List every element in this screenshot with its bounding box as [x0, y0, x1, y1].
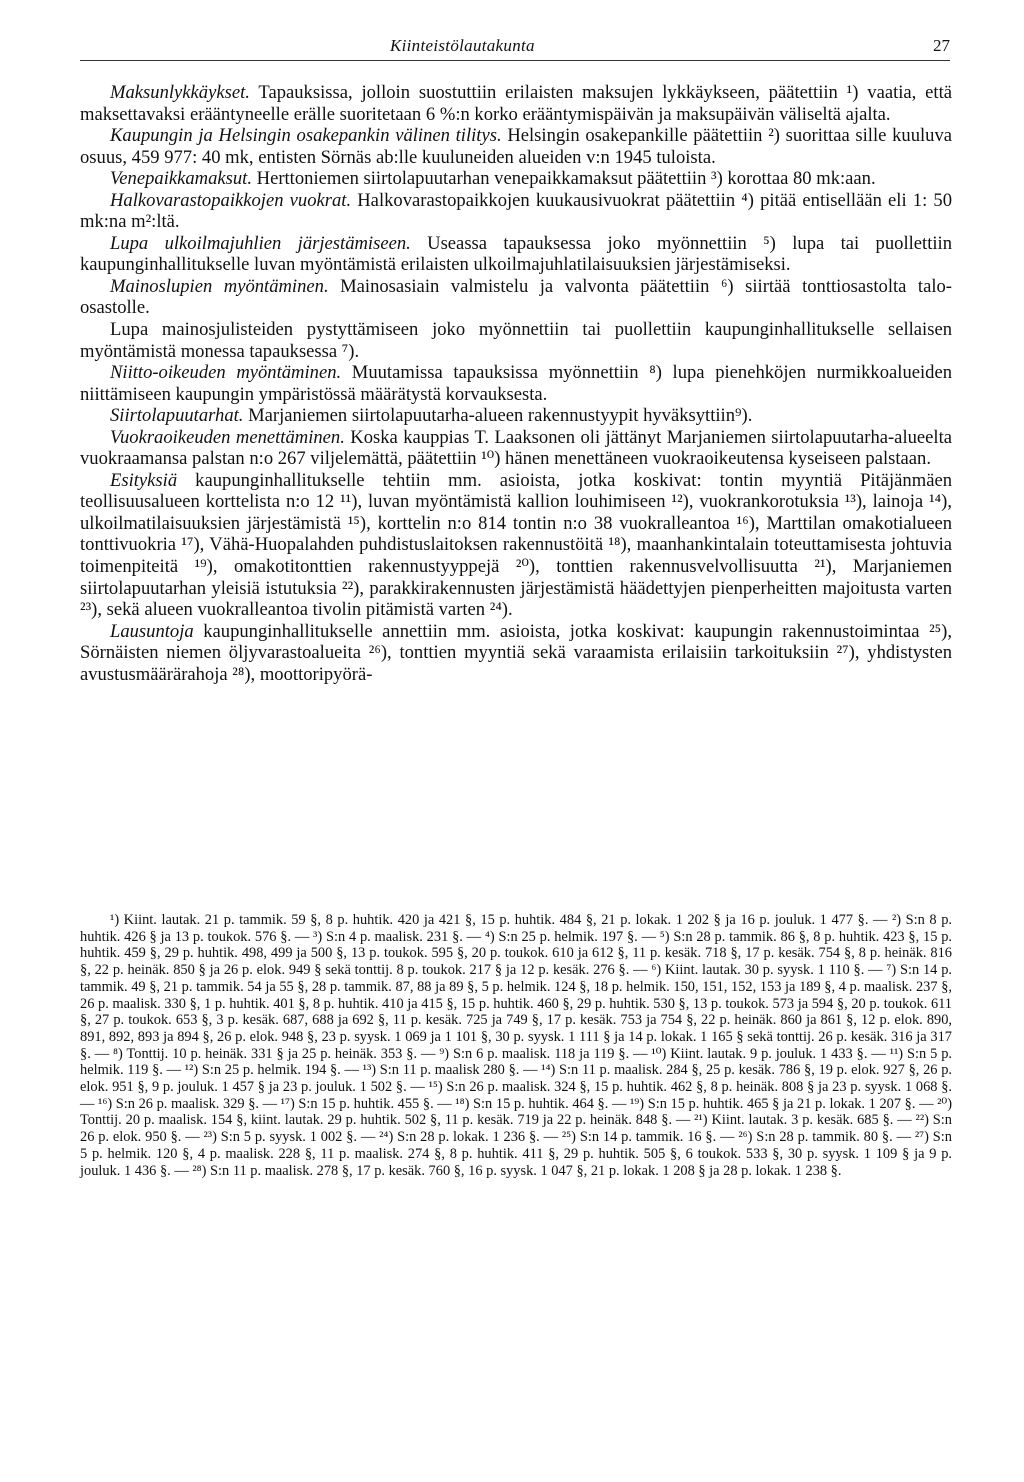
paragraph-heading: Kaupungin ja Helsingin osakepankin välinen tilitys. [110, 125, 502, 147]
paragraph [80, 233, 952, 276]
paragraph [80, 362, 952, 405]
paragraph-heading: Lupa ulkoilmajuhlien järjestämiseen. [110, 232, 411, 254]
paragraph-heading: Venepaikkamaksut. [110, 168, 252, 190]
paragraph-heading: Niitto-oikeuden myöntäminen. [110, 362, 342, 384]
paragraph [80, 168, 952, 190]
paragraph-heading: Esityksiä [110, 469, 178, 491]
paragraph-heading: Halkovarastopaikkojen vuokrat. [110, 189, 352, 211]
paragraph [80, 276, 952, 319]
paragraph-text: Useassa tapauksessa joko myönnettiin ⁵) lupa tai puollettiin kaupunginhallitukselle luvan myöntämistä erilaisten ulkoilmajuhlatilaisuuksien järjestämiseksi. [80, 232, 952, 276]
paragraph-heading: Siirtolapuutarhat. [110, 405, 244, 427]
paragraph-heading: Mainoslupien myöntäminen. [110, 275, 329, 297]
footnote-text: ¹) Kiint. lautak. 21 p. tammik. 59 §, 8 p. huhtik. 420 ja 421 §, 15 p. huhtik. 484 §, 21 p. lokak. 1 202 § ja 16 p. jouluk. 1 477 §. — ²) S:n 8 p. huhtik. 426 § ja 13 p. toukok. 576 §. — ³) S:n 4 p. maalisk. 231 §. — ⁴) S:n 25 p. helmik. 197 §. — ⁵) S:n 28 p. tammik. 86 §, 8 p. huhtik. 423 §, 15 p. huhtik. 459 §, 29 p. huhtik. 498, 499 ja 500 §, 13 p. toukok. 595 §, 20 p. toukok. 610 ja 612 §, 11 p. kesäk. 718 §, 17 p. kesäk. 754 §, 8 p. heinäk. 816 §, 22 p. heinäk. 850 § ja 26 p. elok. 949 § sekä tonttij. 8 p. toukok. 217 § ja 12 p. kesäk. 276 §. — ⁶) Kiint. lautak. 30 p. syysk. 1 110 §. — ⁷) S:n 14 p. tammik. 49 §, 21 p. tammik. 54 ja 55 §, 28 p. tammik. 87, 88 ja 89 §, 5 p. helmik. 124 §, 18 p. helmik. 150, 151, 152, 153 ja 189 §, 4 p. maalisk. 237 §, 26 p. maalisk. 330 §, 1 p. huhtik. 401 §, 8 p. huhtik. 410 ja 415 §, 15 p. huhtik. 460 §, 29 p. huhtik. 530 §, 13 p. toukok. 573 ja 594 §, 20 p. toukok. 611 §, 27 p. toukok. 653 §, 3 p. kesäk. 687, 688 ja 692 §, 11 p. kesäk. 725 ja 749 §, 17 p. kesäk. 753 ja 754 §, 22 p. heinäk. 860 ja 861 §, 12 p. elok. 890, 891, 892, 893 ja 894 §, 26 p. elok. 948 §, 23 p. syysk. 1 069 ja 1 101 §, 30 p. syysk. 1 111 § ja 14 p. lokak. 1 165 § sekä tonttij. 26 p. kesäk. 316 ja 317 §. — ⁸) Tonttij. 10 p. heinäk. 331 § ja 25 p. heinäk. 353 §. — ⁹) S:n 6 p. maalisk. 118 ja 119 §. — ¹⁰) Kiint. lautak. 9 p. jouluk. 1 433 §. — ¹¹) S:n 5 p. helmik. 119 §. — ¹²) S:n 25 p. helmik. 194 §. — ¹³) S:n 11 p. maalisk 280 §. — ¹⁴) S:n 11 p. maalisk. 284 §, 25 p. kesäk. 786 §, 19 p. elok. 927 §, 26 p. elok. 951 §, 9 p. jouluk. 1 457 § ja 23 p. jouluk. 1 502 §. — ¹⁵) S:n 26 p. maalisk. 324 §, 15 p. huhtik. 462 §, 8 p. heinäk. 808 § ja 23 p. syysk. 1 068 §. — ¹⁶) S:n 26 p. maalisk. 329 §. — ¹⁷) S:n 15 p. huhtik. 455 §. — ¹⁸) S:n 15 p. huhtik. 464 §. — ¹⁹) S:n 15 p. huhtik. 465 § ja 21 p. lokak. 1 207 §. — ²⁰) Tonttij. 20 p. maalisk. 154 §, kiint. lautak. 29 p. huhtik. 502 §, 11 p. kesäk. 719 ja 22 p. heinäk. 848 §. — ²¹) Kiint. lautak. 3 p. kesäk. 685 §. — ²²) S:n 26 p. elok. 950 §. — ²³) S:n 5 p. syysk. 1 002 §. — ²⁴) S:n 28 p. lokak. 1 236 §. — ²⁵) S:n 14 p. tammik. 16 §. — ²⁶) S:n 28 p. tammik. 80 §. — ²⁷) S:n 5 p. helmik. 120 §, 4 p. maalisk. 228 §, 11 p. maalisk. 274 §, 8 p. huhtik. 411 §, 29 p. huhtik. 505 §, 6 toukok. 533 §, 30 p. syysk. 1 109 § ja 9 p. jouluk. 1 436 §. — ²⁸) S:n 11 p. maalisk. 278 §, 17 p. kesäk. 760 §, 16 p. syysk. 1 047 §, 21 p. lokak. 1 208 § ja 28 p. lokak. 1 238 §. [80, 912, 952, 1179]
paragraph-text: Helsingin osakepankille päätettiin ²) suorittaa sille kuuluva osuus, 459 977: 40 mk, entisten Sörnäs ab:lle kuuluneiden alueiden v:n 1945 tuloista. [80, 125, 953, 168]
paragraph-text: Muutamissa tapauksissa myönnettiin ⁸) lupa pienehköjen nurmikkoalueiden niittämiseen kaupungin ympäristössä määrätystä korvauksesta. [80, 362, 953, 405]
paragraph-text: kaupunginhallitukselle tehtiin mm. asioista, jotka koskivat: tontin myyntiä Pitäjänmäen teollisuusalueen korttelista n:o 12 ¹¹), luvan myöntämistä kallion louhimiseen ¹²), vuokrankorotuksia ¹³), lainoja ¹⁴), ulkoilmatilaisuuksien järjestämistä ¹⁵), korttelin n:o 814 tontin n:o 38 vuokralleantoa ¹⁶), Marttilan omakotialueen tonttivuokria ¹⁷), Vähä-Huopalahden puhdistuslaitoksen rakennustöitä ¹⁸), maanhankintalain toteuttamisesta johtuvia toimenpiteitä ¹⁹), omakotitonttien rakennustyyppejä ²⁰), tonttien rakennusvelvollisuutta ²¹), Marjaniemen siirtolapuutarhan yleisiä istutuksia ²²), parakkirakennusten järjestämistä häädettyjen pienperheitten majoitusta varten ²³), sekä alueen vuokralleantoa tivolin pitämistä varten ²⁴). [80, 469, 952, 621]
paragraph-text: Tapauksissa, jolloin suostuttiin erilaisten maksujen lykkäykseen, päätettiin ¹) vaatia, että maksettavaksi erääntyneelle erälle suoritetaan 6 %:n korko erääntymispäivän ja maksupäivän väliseltä ajalta. [80, 82, 952, 125]
paragraph [80, 405, 952, 427]
paragraph [80, 621, 952, 686]
paragraph-text: Koska kauppias T. Laaksonen oli jättänyt Marjaniemen siirtolapuutarha-alueelta vuokraamansa palstan n:o 267 viljelemättä, päätettiin ¹⁰) hänen menettäneen vuokraoikeutensa kyseiseen palstaan. [80, 426, 952, 470]
page-header [80, 30, 950, 61]
paragraph-text: Herttoniemen siirtolapuutarhan venepaikkamaksut päätettiin ³) korottaa 80 mk:aan. [252, 168, 876, 190]
paragraph-heading: Vuokraoikeuden menettäminen. [110, 426, 345, 448]
paragraph [80, 125, 952, 168]
paragraph [80, 319, 952, 362]
paragraph-text: Halkovarastopaikkojen kuukausivuokrat päätettiin ⁴) pitää entisellään eli 1: 50 mk:na m²:ltä. [80, 189, 952, 233]
footnotes [80, 912, 952, 1179]
paragraph [80, 190, 952, 233]
paragraph [80, 427, 952, 470]
page-number: 27 [933, 36, 950, 55]
paragraph-text: Mainosasiain valmistelu ja valvonta päätettiin ⁶) siirtää tonttiosastolta talo-osastolle. [80, 275, 952, 319]
paragraph-text: Lupa mainosjulisteiden pystyttämiseen joko myönnettiin tai puollettiin kaupunginhallitukselle sellaisen myöntämistä monessa tapauksessa ⁷). [80, 319, 952, 362]
body-text [80, 82, 952, 685]
paragraph [80, 470, 952, 621]
paragraph [80, 82, 952, 125]
paragraph-text: Marjaniemen siirtolapuutarha-alueen rakennustyypit hyväksyttiin⁹). [243, 405, 753, 427]
paragraph-heading: Lausuntoja [110, 620, 194, 642]
paragraph-text: kaupunginhallitukselle annettiin mm. asioista, jotka koskivat: kaupungin rakennustoimintaa ²⁵), Sörnäisten niemen öljyvarastoalueita ²⁶), tonttien myyntiä sekä varaamista erilaisiin tarkoituksiin ²⁷), yhdistysten avustusmäärärahoja ²⁸), moottoripyörä- [80, 620, 952, 685]
running-title: Kiinteistölautakunta [390, 36, 535, 55]
paragraph-heading: Maksunlykkäykset. [110, 82, 250, 103]
